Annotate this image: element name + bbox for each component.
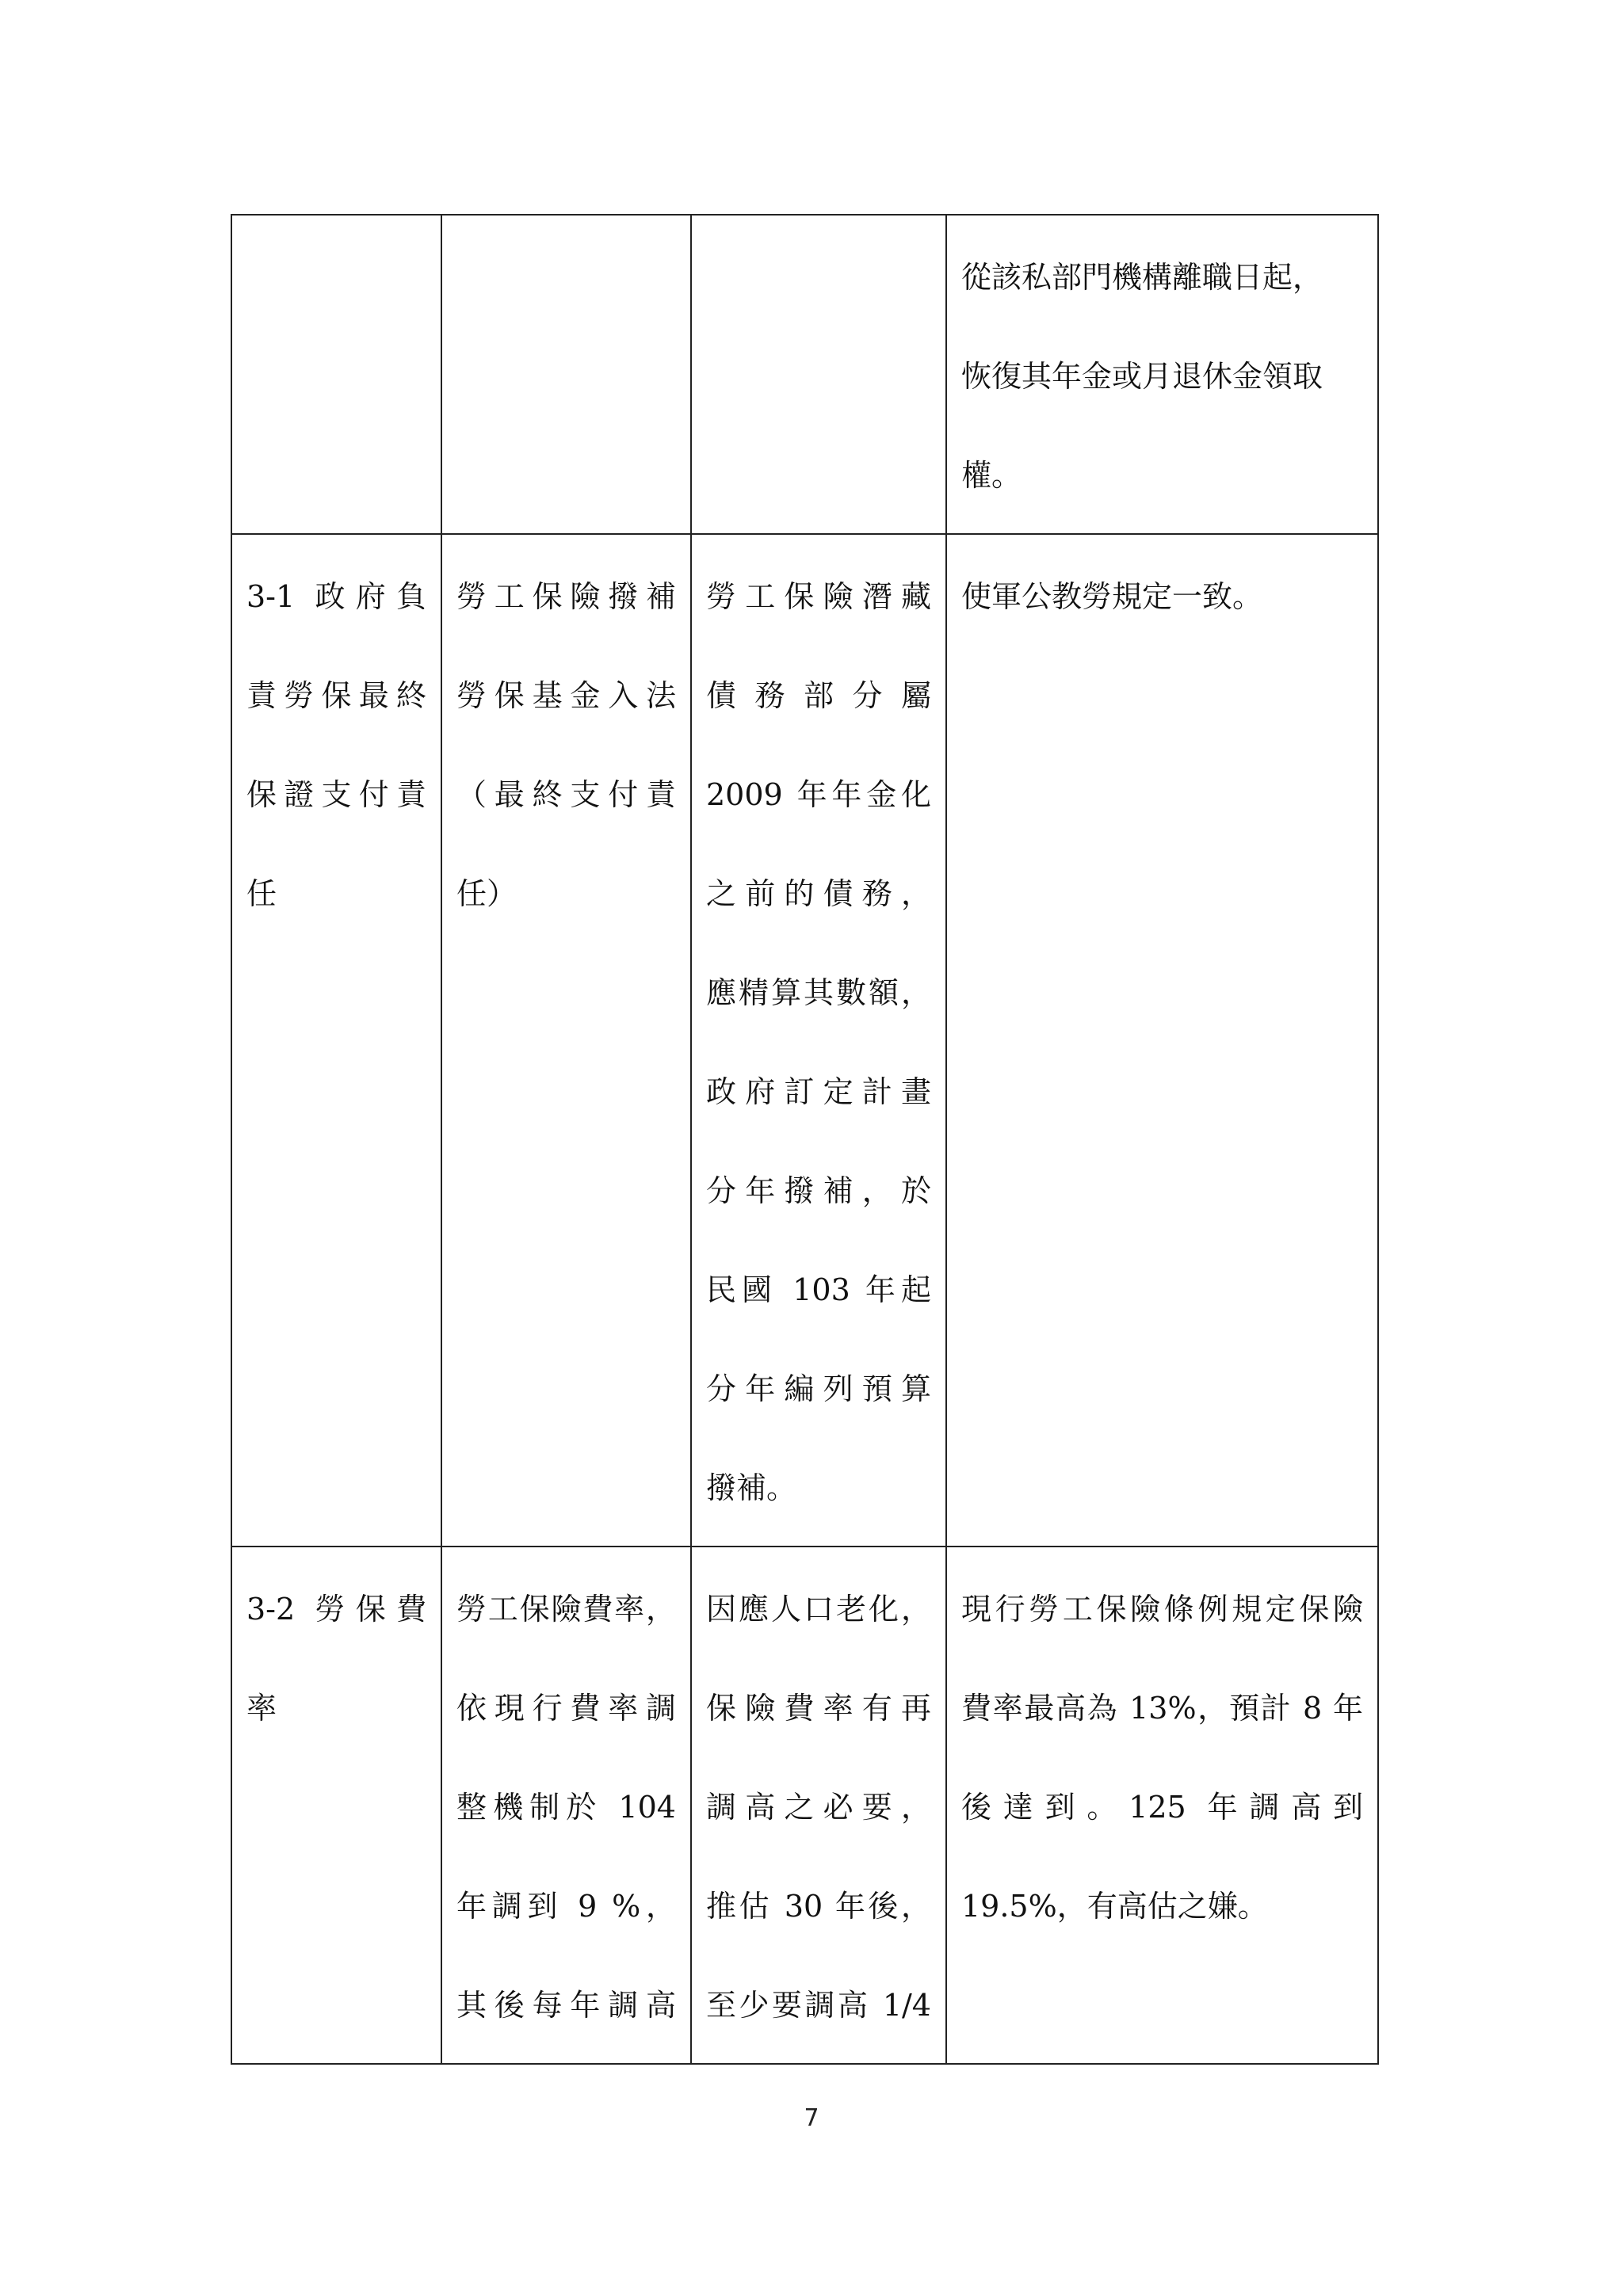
text-line: 依現行費率調 (456, 1691, 676, 1726)
table-cell-proposal (441, 534, 691, 1547)
table-cell-comment (946, 1547, 1378, 2064)
text-line: 政府訂定計畫 (706, 1074, 931, 1109)
text-line: 勞工保險撥補 (456, 579, 676, 614)
text-line: 後達到。125 年調高到 (961, 1790, 1363, 1825)
text-line: 勞保基金入法 (456, 678, 676, 713)
text-line: 調高之必要， (706, 1790, 931, 1825)
table-cell-proposal (441, 215, 691, 534)
text-line: 撥補。 (706, 1470, 797, 1505)
text-line: 任） (456, 876, 517, 911)
text-line: 恢復其年金或月退休金領取 (961, 359, 1323, 394)
table-cell-explanation (691, 534, 946, 1547)
text-line: 民國 103 年起 (706, 1272, 931, 1307)
table-row-3-1 (231, 534, 1378, 1547)
text-line: 權。 (961, 458, 1022, 493)
text-line: 保險費率有再 (706, 1691, 931, 1726)
table-cell-item (231, 1547, 441, 2064)
text-line: 保證支付責 (246, 777, 426, 812)
table-cell-item (231, 534, 441, 1547)
page-number: 7 (804, 2104, 819, 2132)
table-row-continuation (231, 215, 1378, 534)
text-line: 年調到 9 %， (456, 1889, 676, 1924)
text-line: 費率最高為 13%，預計 8 年 (961, 1691, 1363, 1726)
text-line: 分年編列預算 (706, 1371, 931, 1406)
text-line: 因應人口老化， (706, 1592, 931, 1627)
text-line: 勞工保險費率， (456, 1592, 676, 1627)
text-line: 任 (246, 876, 277, 911)
table-cell-comment (946, 215, 1378, 534)
text-line: 債務部分屬 (706, 678, 931, 713)
table-row-3-2 (231, 1547, 1378, 2064)
text-line: （最終支付責 (456, 777, 676, 812)
text-line: 3-1 政府負 (246, 579, 426, 614)
text-line: 至少要調高 1/4 (706, 1988, 931, 2023)
text-line: 19.5%，有高估之嫌。 (961, 1889, 1268, 1924)
table-cell-proposal (441, 1547, 691, 2064)
table-cell-explanation (691, 1547, 946, 2064)
text-line: 2009 年年金化 (706, 777, 931, 812)
table-cell-item (231, 215, 441, 534)
table-cell-explanation (691, 215, 946, 534)
text-line: 從該私部門機構離職日起， (961, 260, 1323, 295)
text-line: 之前的債務， (706, 876, 931, 911)
text-line: 使軍公教勞規定一致。 (961, 579, 1263, 614)
document-table (231, 214, 1379, 2065)
text-line: 分年撥補，於 (706, 1173, 931, 1208)
text-line: 勞工保險潛藏 (706, 579, 931, 614)
table-cell-comment (946, 534, 1378, 1547)
text-line: 責勞保最終 (246, 678, 426, 713)
text-line: 3-2 勞保費 (246, 1592, 426, 1627)
text-line: 其後每年調高 (456, 1988, 676, 2023)
text-line: 推估 30 年後， (706, 1889, 931, 1924)
text-line: 整機制於 104 (456, 1790, 676, 1825)
text-line: 現行勞工保險條例規定保險 (961, 1592, 1363, 1627)
text-line: 應精算其數額， (706, 975, 931, 1010)
text-line: 率 (246, 1691, 277, 1726)
